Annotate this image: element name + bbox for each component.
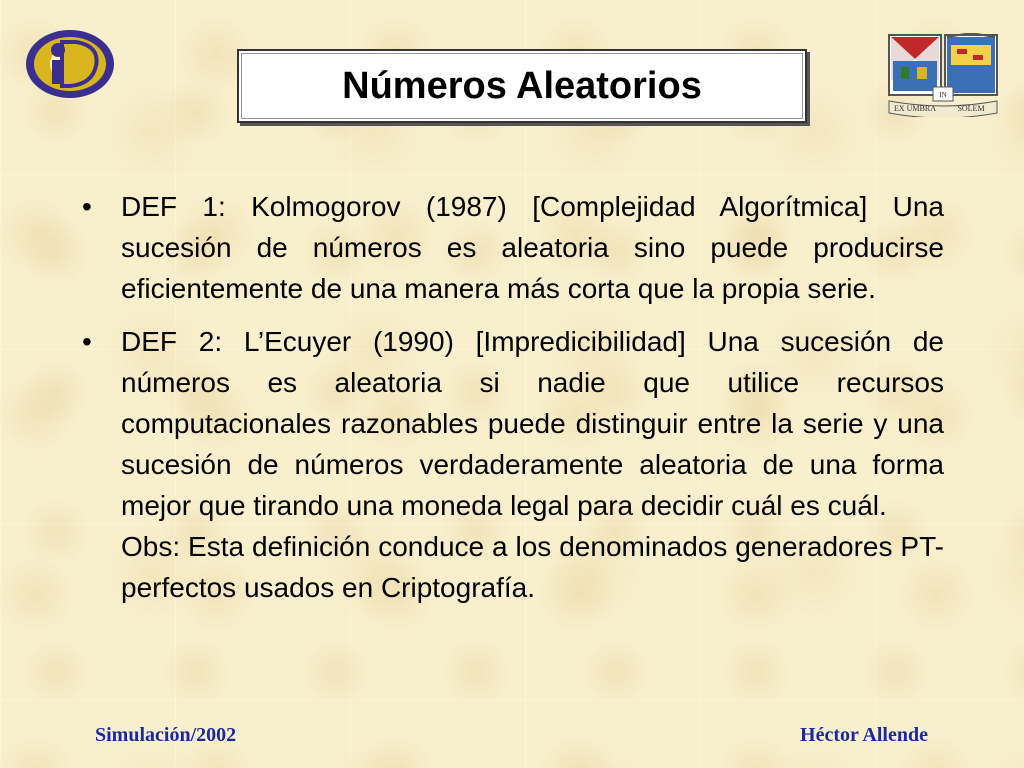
di-logo [22, 22, 122, 102]
slide-content [82, 186, 944, 620]
bullet-item-def1 [82, 186, 944, 309]
bullet-note: Obs: Esta definición conduce a los denominados generadores PT-perfectos usados en Criptografía. [121, 531, 944, 603]
bullet-glyph: • [82, 326, 92, 357]
footer-course: Simulación/2002 [95, 724, 237, 746]
bullet-text: DEF 2: L’Ecuyer (1990) [Impredicibilidad] Una sucesión de números es aleatoria si nadie que utilice recursos computacionales razonables puede distinguir entre la serie y una sucesión de números verdaderamente aleatoria de una forma mejor que tirando una moneda legal para decidir cuál es cuál. [121, 326, 944, 521]
title-box [237, 49, 807, 123]
bullet-item-def2 [82, 321, 944, 608]
footer-author: Héctor Allende [800, 724, 928, 746]
bullet-text: DEF 1: Kolmogorov (1987) [Complejidad Algorítmica] Una sucesión de números es aleatoria sino puede producirse eficientemente de una manera más corta que la propia serie. [121, 191, 944, 304]
university-crest-logo [887, 33, 999, 117]
crest-monogram: IN [939, 91, 947, 99]
crest-motto-left: EX UMBRA [893, 104, 937, 113]
crest-motto-right: SOLEM [957, 104, 985, 113]
bullet-glyph: • [82, 191, 92, 222]
slide-title: Números Aleatorios [342, 64, 702, 107]
